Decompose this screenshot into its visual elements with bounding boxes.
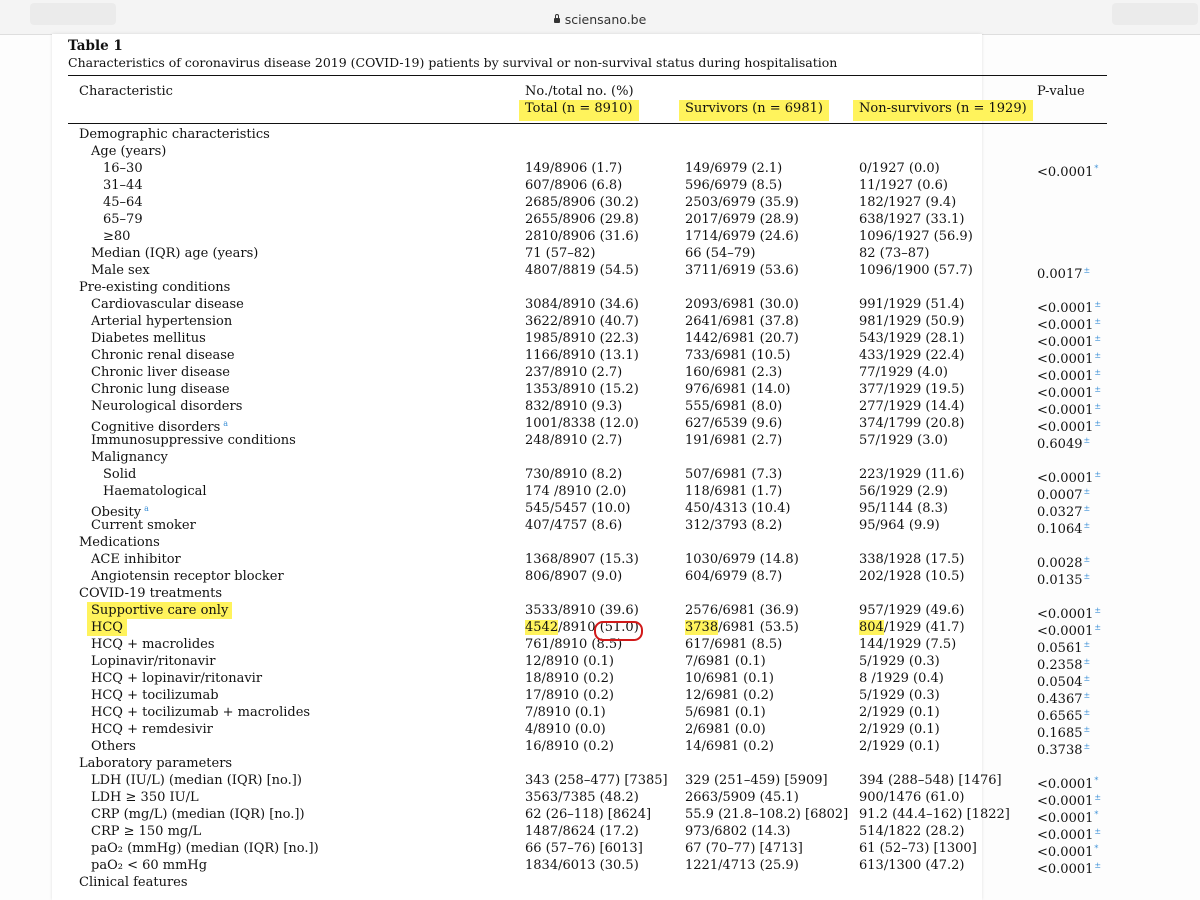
footnote-mark[interactable]: ± bbox=[1094, 334, 1102, 343]
cell-total: 149/8906 (1.7) bbox=[525, 161, 623, 176]
cell-pvalue bbox=[1037, 568, 1090, 589]
pvalue-text: 0.6049 bbox=[1037, 437, 1083, 452]
cell-survivors: 450/4313 (10.4) bbox=[685, 501, 791, 516]
pvalue-text: <0.0001 bbox=[1037, 794, 1094, 809]
cell-survivors: 1030/6979 (14.8) bbox=[685, 552, 799, 567]
cell-survivors: 66 (54–79) bbox=[685, 246, 756, 261]
row-label-text: Others bbox=[91, 739, 136, 754]
pvalue-text: <0.0001 bbox=[1037, 301, 1094, 316]
cell-survivors: 1221/4713 (25.9) bbox=[685, 858, 799, 873]
footnote-mark[interactable]: a bbox=[144, 504, 149, 513]
cell-total: 71 (57–82) bbox=[525, 246, 596, 261]
cell-pvalue bbox=[1037, 432, 1090, 453]
footnote-mark[interactable]: a bbox=[223, 419, 229, 428]
cell-survivors: 604/6979 (8.7) bbox=[685, 569, 783, 584]
cell-total: 248/8910 (2.7) bbox=[525, 433, 623, 448]
cell-survivors: 191/6981 (2.7) bbox=[685, 433, 783, 448]
footnote-mark[interactable]: * bbox=[1094, 776, 1099, 785]
cell-total: 407/4757 (8.6) bbox=[525, 518, 623, 533]
cell-nonsurvivors: 95/1144 (8.3) bbox=[859, 501, 948, 516]
pvalue-text: 0.0504 bbox=[1037, 675, 1083, 690]
table-top-rule bbox=[68, 75, 1107, 76]
row-label bbox=[103, 211, 143, 228]
cell-nonsurvivors: 514/1822 (28.2) bbox=[859, 824, 965, 839]
row-label bbox=[91, 823, 201, 840]
row-label bbox=[91, 687, 219, 704]
pvalue-text: 0.3738 bbox=[1037, 743, 1083, 758]
row-label bbox=[79, 755, 232, 772]
cell-pvalue bbox=[1037, 517, 1090, 538]
row-label bbox=[91, 636, 215, 653]
cell-survivors: 976/6981 (14.0) bbox=[685, 382, 791, 397]
pvalue-text: 0.0561 bbox=[1037, 641, 1083, 656]
row-label bbox=[79, 585, 222, 602]
cell-nonsurvivors: 394 (288–548) [1476] bbox=[859, 773, 1002, 788]
footnote-mark[interactable]: ± bbox=[1094, 419, 1102, 428]
pvalue-text: <0.0001 bbox=[1037, 828, 1094, 843]
row-label bbox=[87, 602, 232, 619]
cell-remainder: /1929 (41.7) bbox=[883, 620, 965, 635]
row-label-text: LDH ≥ 350 IU/L bbox=[91, 790, 199, 805]
cell-nonsurvivors: 957/1929 (49.6) bbox=[859, 603, 965, 618]
cell-survivors: 312/3793 (8.2) bbox=[685, 518, 783, 533]
cell-total: 3084/8910 (34.6) bbox=[525, 297, 639, 312]
row-label-text: Age (years) bbox=[91, 144, 167, 159]
footnote-mark[interactable]: ± bbox=[1094, 385, 1102, 394]
cell-nonsurvivors: 91.2 (44.4–162) [1822] bbox=[859, 807, 1010, 822]
cell-survivors: 2576/6981 (36.9) bbox=[685, 603, 799, 618]
cell-total: 1487/8624 (17.2) bbox=[525, 824, 639, 839]
cell-nonsurvivors: 144/1929 (7.5) bbox=[859, 637, 957, 652]
cell-nonsurvivors: 5/1929 (0.3) bbox=[859, 654, 940, 669]
cell-total: 545/5457 (10.0) bbox=[525, 501, 631, 516]
row-label bbox=[91, 432, 296, 449]
cell-survivors: 118/6981 (1.7) bbox=[685, 484, 783, 499]
cell-survivors: 2017/6979 (28.9) bbox=[685, 212, 799, 227]
footnote-mark[interactable]: ± bbox=[1094, 368, 1102, 377]
cell-survivors: 5/6981 (0.1) bbox=[685, 705, 766, 720]
header-characteristic: Characteristic bbox=[79, 84, 173, 99]
pvalue-text: <0.0001 bbox=[1037, 624, 1094, 639]
pvalue-text: <0.0001 bbox=[1037, 845, 1094, 860]
row-label bbox=[79, 874, 188, 891]
pvalue-text: <0.0001 bbox=[1037, 607, 1094, 622]
cell-nonsurvivors: 1096/1900 (57.7) bbox=[859, 263, 973, 278]
footnote-mark[interactable]: ± bbox=[1083, 521, 1091, 530]
pvalue-text: <0.0001 bbox=[1037, 165, 1094, 180]
cell-total: 66 (57–76) [6013] bbox=[525, 841, 643, 856]
row-label-text: Clinical features bbox=[79, 875, 188, 890]
footnote-mark[interactable]: ± bbox=[1094, 470, 1102, 479]
row-label-text: Supportive care only bbox=[91, 603, 229, 618]
row-label bbox=[91, 670, 262, 687]
cell-survivors: 973/6802 (14.3) bbox=[685, 824, 791, 839]
cell-nonsurvivors: 82 (73–87) bbox=[859, 246, 930, 261]
row-label bbox=[91, 857, 207, 874]
cell-survivors: 55.9 (21.8–108.2) [6802] bbox=[685, 807, 849, 822]
row-label bbox=[91, 245, 258, 262]
cell-nonsurvivors: 2/1929 (0.1) bbox=[859, 739, 940, 754]
row-label bbox=[103, 160, 143, 177]
cell-survivors: 3711/6919 (53.6) bbox=[685, 263, 799, 278]
row-label-text: Haematological bbox=[103, 484, 207, 499]
cell-survivors: 2093/6981 (30.0) bbox=[685, 297, 799, 312]
row-label-text: Pre-existing conditions bbox=[79, 280, 231, 295]
cell-pvalue bbox=[1037, 160, 1098, 181]
footnote-mark[interactable]: ± bbox=[1083, 266, 1091, 275]
row-label bbox=[91, 738, 136, 755]
cell-survivors: 596/6979 (8.5) bbox=[685, 178, 783, 193]
cell-nonsurvivors: 95/964 (9.9) bbox=[859, 518, 940, 533]
footnote-mark[interactable]: ± bbox=[1083, 555, 1091, 564]
cell-nonsurvivors: 338/1928 (17.5) bbox=[859, 552, 965, 567]
row-label bbox=[91, 381, 230, 398]
cell-survivors: 160/6981 (2.3) bbox=[685, 365, 783, 380]
cell-total: 1985/8910 (22.3) bbox=[525, 331, 639, 346]
cell-remainder: /8910 (51.0) bbox=[558, 620, 639, 635]
cell-total: 2685/8906 (30.2) bbox=[525, 195, 639, 210]
cell-nonsurvivors: 374/1799 (20.8) bbox=[859, 416, 965, 431]
row-label-text: CRP (mg/L) (median (IQR) [no.]) bbox=[91, 807, 305, 822]
pvalue-text: <0.0001 bbox=[1037, 471, 1094, 486]
cell-survivors: 1442/6981 (20.7) bbox=[685, 331, 799, 346]
cell-nonsurvivors: 77/1929 (4.0) bbox=[859, 365, 948, 380]
pvalue-text: 0.0028 bbox=[1037, 556, 1083, 571]
pvalue-text: 0.4367 bbox=[1037, 692, 1083, 707]
footnote-mark[interactable]: ± bbox=[1083, 436, 1091, 445]
row-label bbox=[103, 194, 143, 211]
row-label bbox=[91, 568, 284, 585]
row-label-text: Arterial hypertension bbox=[91, 314, 233, 329]
cell-total: 3563/7385 (48.2) bbox=[525, 790, 639, 805]
cell-survivors: 627/6539 (9.6) bbox=[685, 416, 783, 431]
row-label-text: Immunosuppressive conditions bbox=[91, 433, 296, 448]
row-label-text: HCQ + remdesivir bbox=[91, 722, 213, 737]
row-label bbox=[87, 619, 127, 636]
cell-total: 761/8910 (8.5) bbox=[525, 637, 623, 652]
pvalue-text: 0.1685 bbox=[1037, 726, 1083, 741]
row-label-text: ACE inhibitor bbox=[91, 552, 181, 567]
row-label bbox=[79, 279, 230, 296]
table-caption: Characteristics of coronavirus disease 2019 (COVID-19) patients by survival or non-survival status during hospitalisation bbox=[68, 55, 838, 70]
row-label bbox=[91, 704, 310, 721]
cell-pvalue bbox=[1037, 857, 1101, 878]
row-label-text: ≥80 bbox=[103, 229, 131, 244]
cell-total: 1001/8338 (12.0) bbox=[525, 416, 639, 431]
cell-nonsurvivors: 991/1929 (51.4) bbox=[859, 297, 965, 312]
address-bar[interactable] bbox=[0, 12, 1200, 27]
cell-total: 4/8910 (0.0) bbox=[525, 722, 606, 737]
row-label-text: COVID-19 treatments bbox=[79, 586, 223, 601]
highlighted-count: 4542 bbox=[525, 620, 559, 635]
row-label bbox=[79, 126, 270, 143]
cell-survivors: 67 (70–77) [4713] bbox=[685, 841, 803, 856]
cell-total: 3533/8910 (39.6) bbox=[525, 603, 639, 618]
row-label bbox=[91, 364, 230, 381]
row-label bbox=[91, 517, 196, 534]
footnote-mark[interactable]: * bbox=[1094, 164, 1099, 173]
footnote-mark[interactable]: ± bbox=[1094, 300, 1102, 309]
cell-survivors: 2663/5909 (45.1) bbox=[685, 790, 799, 805]
row-label-text: Malignancy bbox=[91, 450, 168, 465]
cell-survivors: 2503/6979 (35.9) bbox=[685, 195, 799, 210]
row-label-text: Neurological disorders bbox=[91, 399, 243, 414]
cell-total: 832/8910 (9.3) bbox=[525, 399, 623, 414]
footnote-mark[interactable]: ± bbox=[1083, 640, 1091, 649]
cell-total: 1834/6013 (30.5) bbox=[525, 858, 639, 873]
footnote-mark[interactable]: ± bbox=[1083, 674, 1091, 683]
row-label-text: 65–79 bbox=[103, 212, 143, 227]
pvalue-text: 0.2358 bbox=[1037, 658, 1083, 673]
cell-survivors: 7/6981 (0.1) bbox=[685, 654, 766, 669]
footnote-mark[interactable]: ± bbox=[1083, 487, 1091, 496]
footnote-mark[interactable]: ± bbox=[1083, 691, 1091, 700]
cell-survivors: 149/6979 (2.1) bbox=[685, 161, 783, 176]
cell-survivors: 2641/6981 (37.8) bbox=[685, 314, 799, 329]
pvalue-text: 0.1064 bbox=[1037, 522, 1083, 537]
row-label bbox=[91, 551, 181, 568]
row-label-text: Current smoker bbox=[91, 518, 196, 533]
header-pvalue: P-value bbox=[1037, 84, 1085, 99]
pvalue-text: <0.0001 bbox=[1037, 335, 1094, 350]
cell-survivors: 12/6981 (0.2) bbox=[685, 688, 774, 703]
row-label-text: Laboratory parameters bbox=[79, 756, 233, 771]
pvalue-text: <0.0001 bbox=[1037, 420, 1094, 435]
cell-nonsurvivors: 543/1929 (28.1) bbox=[859, 331, 965, 346]
row-label bbox=[103, 466, 136, 483]
pvalue-text: <0.0001 bbox=[1037, 369, 1094, 384]
pvalue-text: <0.0001 bbox=[1037, 811, 1094, 826]
row-label-text: LDH (IU/L) (median (IQR) [no.]) bbox=[91, 773, 302, 788]
row-label-text: HCQ bbox=[91, 620, 123, 635]
cell-remainder: /6981 (53.5) bbox=[718, 620, 799, 635]
footnote-mark[interactable]: ± bbox=[1094, 861, 1102, 870]
row-label bbox=[91, 262, 150, 279]
highlighted-count: 3738 bbox=[685, 620, 719, 635]
footnote-mark[interactable]: ± bbox=[1083, 504, 1091, 513]
cell-nonsurvivors: 5/1929 (0.3) bbox=[859, 688, 940, 703]
row-label-text: Diabetes mellitus bbox=[91, 331, 206, 346]
cell-pvalue bbox=[1037, 262, 1090, 283]
cell-total: 1166/8910 (13.1) bbox=[525, 348, 639, 363]
cell-pvalue bbox=[1037, 738, 1090, 759]
row-label-text: HCQ + macrolides bbox=[91, 637, 215, 652]
cell-survivors: 1714/6979 (24.6) bbox=[685, 229, 799, 244]
cell-survivors bbox=[685, 619, 799, 636]
cell-total: 1368/8907 (15.3) bbox=[525, 552, 639, 567]
cell-nonsurvivors: 2/1929 (0.1) bbox=[859, 722, 940, 737]
row-label-text: Solid bbox=[103, 467, 137, 482]
footnote-mark[interactable]: ± bbox=[1094, 793, 1102, 802]
cell-total: 18/8910 (0.2) bbox=[525, 671, 614, 686]
row-label-text: Obesity bbox=[91, 505, 142, 520]
cell-survivors: 555/6981 (8.0) bbox=[685, 399, 783, 414]
footnote-mark[interactable]: ± bbox=[1094, 402, 1102, 411]
cell-nonsurvivors: 182/1927 (9.4) bbox=[859, 195, 957, 210]
row-label bbox=[91, 806, 305, 823]
row-label-text: Lopinavir/ritonavir bbox=[91, 654, 216, 669]
footnote-mark[interactable]: ± bbox=[1094, 351, 1102, 360]
cell-survivors: 14/6981 (0.2) bbox=[685, 739, 774, 754]
pvalue-text: 0.6565 bbox=[1037, 709, 1083, 724]
header-survivors: Survivors (n = 6981) bbox=[679, 100, 829, 121]
cell-nonsurvivors: 2/1929 (0.1) bbox=[859, 705, 940, 720]
footnote-mark[interactable]: ± bbox=[1094, 317, 1102, 326]
footnote-mark[interactable]: ± bbox=[1083, 708, 1091, 717]
cell-nonsurvivors: 638/1927 (33.1) bbox=[859, 212, 965, 227]
cell-nonsurvivors: 377/1929 (19.5) bbox=[859, 382, 965, 397]
pvalue-text: <0.0001 bbox=[1037, 862, 1094, 877]
highlighted-count: 804 bbox=[859, 620, 884, 635]
cell-survivors: 2/6981 (0.0) bbox=[685, 722, 766, 737]
cell-total: 3622/8910 (40.7) bbox=[525, 314, 639, 329]
row-label-text: Male sex bbox=[91, 263, 150, 278]
pvalue-text: <0.0001 bbox=[1037, 403, 1094, 418]
lock-icon bbox=[554, 18, 560, 23]
table-label: Table 1 bbox=[68, 38, 123, 54]
header-nonsurvivors: Non-survivors (n = 1929) bbox=[853, 100, 1033, 121]
row-label-text: CRP ≥ 150 mg/L bbox=[91, 824, 202, 839]
row-label-text: paO₂ < 60 mmHg bbox=[91, 858, 208, 873]
row-label bbox=[91, 143, 166, 160]
footnote-mark[interactable]: ± bbox=[1083, 657, 1091, 666]
row-label bbox=[103, 483, 207, 500]
pvalue-text: 0.0007 bbox=[1037, 488, 1083, 503]
row-label-text: 45–64 bbox=[103, 195, 143, 210]
cell-nonsurvivors: 1096/1927 (56.9) bbox=[859, 229, 973, 244]
cell-total: 12/8910 (0.1) bbox=[525, 654, 614, 669]
cell-nonsurvivors: 0/1927 (0.0) bbox=[859, 161, 940, 176]
cell-survivors: 10/6981 (0.1) bbox=[685, 671, 774, 686]
cell-nonsurvivors: 433/1929 (22.4) bbox=[859, 348, 965, 363]
pvalue-text: <0.0001 bbox=[1037, 777, 1094, 792]
cell-nonsurvivors: 202/1928 (10.5) bbox=[859, 569, 965, 584]
row-label-text: Cognitive disorders bbox=[91, 420, 221, 435]
cell-total: 62 (26–118) [8624] bbox=[525, 807, 652, 822]
row-label-text: Median (IQR) age (years) bbox=[91, 246, 259, 261]
row-label bbox=[103, 177, 143, 194]
header-bottom-rule bbox=[68, 123, 1107, 124]
row-label-text: Cardiovascular disease bbox=[91, 297, 244, 312]
footnote-mark[interactable]: ± bbox=[1094, 606, 1102, 615]
row-label-text: HCQ + tocilizumab bbox=[91, 688, 219, 703]
row-label bbox=[91, 653, 215, 670]
row-label-text: paO₂ (mmHg) (median (IQR) [no.]) bbox=[91, 841, 319, 856]
browser-toolbar bbox=[0, 0, 1200, 35]
cell-nonsurvivors: 56/1929 (2.9) bbox=[859, 484, 948, 499]
header-total: Total (n = 8910) bbox=[519, 100, 639, 121]
cell-nonsurvivors: 613/1300 (47.2) bbox=[859, 858, 965, 873]
footnote-mark[interactable]: * bbox=[1094, 810, 1099, 819]
footnote-mark[interactable]: ± bbox=[1083, 742, 1091, 751]
cell-total: 16/8910 (0.2) bbox=[525, 739, 614, 754]
cell-survivors: 733/6981 (10.5) bbox=[685, 348, 791, 363]
row-label bbox=[91, 296, 244, 313]
footnote-mark[interactable]: ± bbox=[1083, 572, 1091, 581]
cell-survivors: 329 (251–459) [5909] bbox=[685, 773, 828, 788]
cell-total: 607/8906 (6.8) bbox=[525, 178, 623, 193]
footnote-mark[interactable]: ± bbox=[1094, 623, 1102, 632]
row-label-text: Chronic liver disease bbox=[91, 365, 230, 380]
pvalue-text: 0.0135 bbox=[1037, 573, 1083, 588]
pvalue-text: 0.0017 bbox=[1037, 267, 1083, 282]
cell-nonsurvivors: 900/1476 (61.0) bbox=[859, 790, 965, 805]
pvalue-text: <0.0001 bbox=[1037, 352, 1094, 367]
cell-total: 2810/8906 (31.6) bbox=[525, 229, 639, 244]
row-label-text: Medications bbox=[79, 535, 160, 550]
row-label-text: 16–30 bbox=[103, 161, 143, 176]
row-label bbox=[91, 347, 235, 364]
row-label-text: HCQ + tocilizumab + macrolides bbox=[91, 705, 311, 720]
row-label bbox=[91, 398, 242, 415]
cell-total: 730/8910 (8.2) bbox=[525, 467, 623, 482]
row-label bbox=[91, 330, 206, 347]
cell-nonsurvivors: 57/1929 (3.0) bbox=[859, 433, 948, 448]
row-label bbox=[91, 721, 213, 738]
footnote-mark[interactable]: ± bbox=[1083, 725, 1091, 734]
row-label bbox=[91, 789, 199, 806]
cell-nonsurvivors: 277/1929 (14.4) bbox=[859, 399, 965, 414]
cell-nonsurvivors: 11/1927 (0.6) bbox=[859, 178, 948, 193]
cell-total: 17/8910 (0.2) bbox=[525, 688, 614, 703]
cell-nonsurvivors: 981/1929 (50.9) bbox=[859, 314, 965, 329]
cell-total: 343 (258–477) [7385] bbox=[525, 773, 668, 788]
row-label bbox=[79, 534, 160, 551]
pvalue-text: 0.0327 bbox=[1037, 505, 1083, 520]
cell-total: 174 /8910 (2.0) bbox=[525, 484, 627, 499]
row-label bbox=[91, 772, 302, 789]
pvalue-text: <0.0001 bbox=[1037, 386, 1094, 401]
row-label bbox=[91, 840, 319, 857]
row-label-text: Angiotensin receptor blocker bbox=[91, 569, 284, 584]
document-view bbox=[0, 34, 1200, 900]
cell-total: 1353/8910 (15.2) bbox=[525, 382, 639, 397]
row-label-text: Chronic renal disease bbox=[91, 348, 235, 363]
url-text: sciensano.be bbox=[564, 12, 647, 27]
footnote-mark[interactable]: * bbox=[1094, 844, 1099, 853]
cell-nonsurvivors: 223/1929 (11.6) bbox=[859, 467, 965, 482]
pvalue-text: <0.0001 bbox=[1037, 318, 1094, 333]
cell-total: 237/8910 (2.7) bbox=[525, 365, 623, 380]
cell-survivors: 617/6981 (8.5) bbox=[685, 637, 783, 652]
cell-total: 806/8907 (9.0) bbox=[525, 569, 623, 584]
row-label-text: HCQ + lopinavir/ritonavir bbox=[91, 671, 263, 686]
row-label-text: 31–44 bbox=[103, 178, 143, 193]
row-label-text: Demographic characteristics bbox=[79, 127, 270, 142]
row-label bbox=[91, 449, 168, 466]
row-label bbox=[91, 313, 232, 330]
row-label-text: Chronic lung disease bbox=[91, 382, 230, 397]
cell-total: 7/8910 (0.1) bbox=[525, 705, 606, 720]
row-label bbox=[103, 228, 130, 245]
cell-total: 2655/8906 (29.8) bbox=[525, 212, 639, 227]
cell-total: 4807/8819 (54.5) bbox=[525, 263, 639, 278]
cell-survivors: 507/6981 (7.3) bbox=[685, 467, 783, 482]
cell-nonsurvivors bbox=[859, 619, 965, 636]
annotation-circle bbox=[594, 621, 643, 641]
cell-nonsurvivors: 8 /1929 (0.4) bbox=[859, 671, 944, 686]
cell-nonsurvivors: 61 (52–73) [1300] bbox=[859, 841, 977, 856]
header-group: No./total no. (%) bbox=[525, 84, 634, 99]
footnote-mark[interactable]: ± bbox=[1094, 827, 1102, 836]
